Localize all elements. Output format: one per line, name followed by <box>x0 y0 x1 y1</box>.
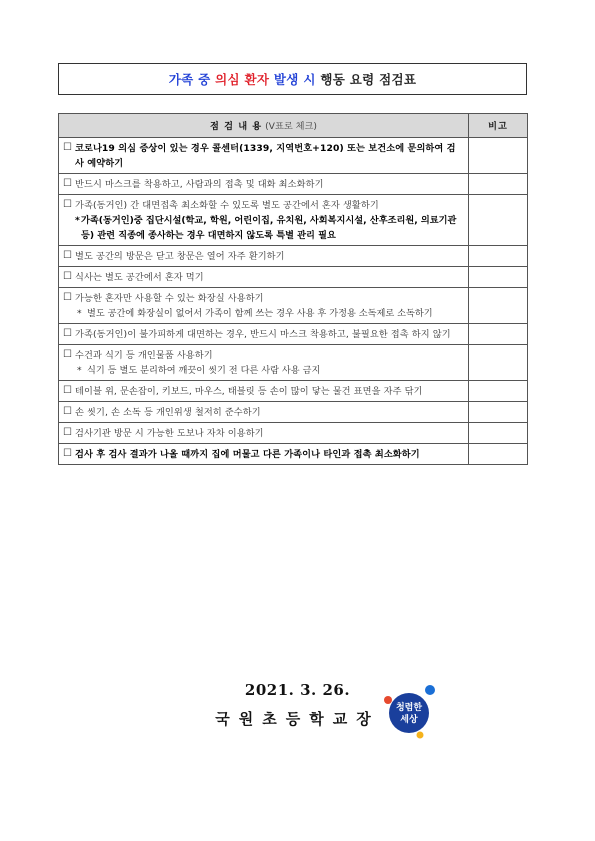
checklist-item <box>63 270 464 285</box>
table-row <box>59 288 528 324</box>
row-content <box>59 381 469 402</box>
item-note <box>63 213 464 243</box>
item-text: 반드시 마스크를 착용하고, 사람과의 접촉 및 대화 최소화하기 <box>75 179 324 190</box>
row-content <box>59 174 469 195</box>
row-note-cell[interactable] <box>469 138 528 174</box>
table-row <box>59 381 528 402</box>
row-note-cell[interactable] <box>469 423 528 444</box>
checklist-item <box>63 249 464 264</box>
checkbox[interactable]: ☐ <box>63 427 72 438</box>
logo-text-line1: 청렴한 <box>395 703 423 713</box>
row-content <box>59 444 469 465</box>
row-content <box>59 195 469 246</box>
item-text: 가족(동거인) 간 대면접촉 최소화할 수 있도록 별도 공간에서 혼자 생활하기 <box>75 200 379 211</box>
item-note <box>63 306 464 321</box>
row-note-cell[interactable] <box>469 345 528 381</box>
table-row <box>59 402 528 423</box>
title-part-4: 행동 요령 점검표 <box>320 72 417 87</box>
logo-dot-yellow <box>417 732 424 739</box>
note-asterisk: * <box>77 365 82 376</box>
row-note-cell[interactable] <box>469 444 528 465</box>
note-text: 식기 등 별도 분리하여 깨끗이 씻기 전 다른 사람 사용 금지 <box>87 365 321 376</box>
item-text: 별도 공간의 방문은 닫고 창문은 열어 자주 환기하기 <box>75 251 285 262</box>
note-asterisk: * <box>75 215 80 226</box>
checkbox[interactable]: ☐ <box>63 142 72 153</box>
checklist-item <box>63 141 464 171</box>
item-text: 검사기관 방문 시 가능한 도보나 자차 이용하기 <box>75 428 264 439</box>
checkbox[interactable]: ☐ <box>63 271 72 282</box>
row-content <box>59 402 469 423</box>
document-title <box>58 63 527 95</box>
header-contents <box>59 114 469 138</box>
row-note-cell[interactable] <box>469 288 528 324</box>
checkbox[interactable]: ☐ <box>63 199 72 210</box>
checklist-body <box>59 138 528 465</box>
checklist-item <box>63 405 464 420</box>
issue-date: 2021. 3. 26. <box>244 681 351 699</box>
logo-dot-red <box>384 696 392 704</box>
logo-dot-blue <box>425 685 435 695</box>
logo-main-circle <box>389 693 429 733</box>
row-content <box>59 138 469 174</box>
checkbox[interactable]: ☐ <box>63 250 72 261</box>
row-note-cell[interactable] <box>469 402 528 423</box>
item-text: 가족(동거인)이 불가피하게 대면하는 경우, 반드시 마스크 착용하고, 불필요한 접촉 하지 않기 <box>75 329 451 340</box>
checkbox[interactable]: ☐ <box>63 385 72 396</box>
note-text: 별도 공간에 화장실이 없어서 가족이 함께 쓰는 경우 사용 후 가정용 소독제로 소독하기 <box>87 308 433 319</box>
checkbox[interactable]: ☐ <box>63 178 72 189</box>
header-main-label: 점 검 내 용 <box>210 120 263 132</box>
item-text: 테이블 위, 문손잡이, 키보드, 마우스, 태블릿 등 손이 많이 닿는 물건 표면을 자주 닦기 <box>75 386 423 397</box>
header-note: 비고 <box>469 114 528 138</box>
table-row <box>59 195 528 246</box>
table-row <box>59 246 528 267</box>
checkbox[interactable]: ☐ <box>63 448 72 459</box>
checklist-table <box>58 113 528 465</box>
item-text: 손 씻기, 손 소독 등 개인위생 철저히 준수하기 <box>75 407 261 418</box>
checkbox[interactable]: ☐ <box>63 406 72 417</box>
title-part-2: 의심 환자 <box>215 72 270 87</box>
checkbox[interactable]: ☐ <box>63 292 72 303</box>
checklist-item <box>63 348 464 363</box>
table-row <box>59 423 528 444</box>
table-row <box>59 267 528 288</box>
row-note-cell[interactable] <box>469 174 528 195</box>
row-note-cell[interactable] <box>469 267 528 288</box>
title-part-1: 가족 중 <box>168 72 216 87</box>
integrity-logo <box>380 680 440 740</box>
item-text: 식사는 별도 공간에서 혼자 먹기 <box>75 272 204 283</box>
item-text: 수건과 식기 등 개인물품 사용하기 <box>75 350 213 361</box>
checklist-item <box>63 384 464 399</box>
row-note-cell[interactable] <box>469 195 528 246</box>
note-asterisk: * <box>77 308 82 319</box>
checklist-item <box>63 327 464 342</box>
row-note-cell[interactable] <box>469 246 528 267</box>
row-content <box>59 324 469 345</box>
signer-name: 국원초등학교장 <box>215 710 380 728</box>
note-text: 가족(동거인)중 집단시설(학교, 학원, 어린이집, 유치원, 사회복지시설, 산후조리원, 의료기관 등) 관련 직종에 종사하는 경우 대면하지 않도록 특별 관리 필요 <box>81 215 457 241</box>
checkbox[interactable]: ☐ <box>63 328 72 339</box>
table-row <box>59 174 528 195</box>
row-note-cell[interactable] <box>469 381 528 402</box>
row-content <box>59 423 469 444</box>
logo-text-line2: 세상 <box>400 715 418 725</box>
checklist-item <box>63 291 464 306</box>
row-content <box>59 246 469 267</box>
table-row <box>59 324 528 345</box>
row-content <box>59 288 469 324</box>
checklist-item <box>63 177 464 192</box>
checklist-item <box>63 447 464 462</box>
header-sub-label: (V표로 체크) <box>262 120 317 132</box>
checkbox[interactable]: ☐ <box>63 349 72 360</box>
item-text: 검사 후 검사 결과가 나올 때까지 집에 머물고 다른 가족이나 타인과 접촉 최소화하기 <box>75 449 420 460</box>
table-row <box>59 444 528 465</box>
item-text: 가능한 혼자만 사용할 수 있는 화장실 사용하기 <box>75 293 264 304</box>
checklist-item <box>63 426 464 441</box>
table-header-row <box>59 114 528 138</box>
checklist-item <box>63 198 464 213</box>
row-content <box>59 267 469 288</box>
item-note <box>63 363 464 378</box>
row-note-cell[interactable] <box>469 324 528 345</box>
item-text: 코로나19 의심 증상이 있는 경우 콜센터(1339, 지역번호+120) 또는 보건소에 문의하여 검사 예약하기 <box>75 143 456 169</box>
table-row <box>59 345 528 381</box>
title-part-3: 발생 시 <box>269 72 321 87</box>
table-row <box>59 138 528 174</box>
row-content <box>59 345 469 381</box>
